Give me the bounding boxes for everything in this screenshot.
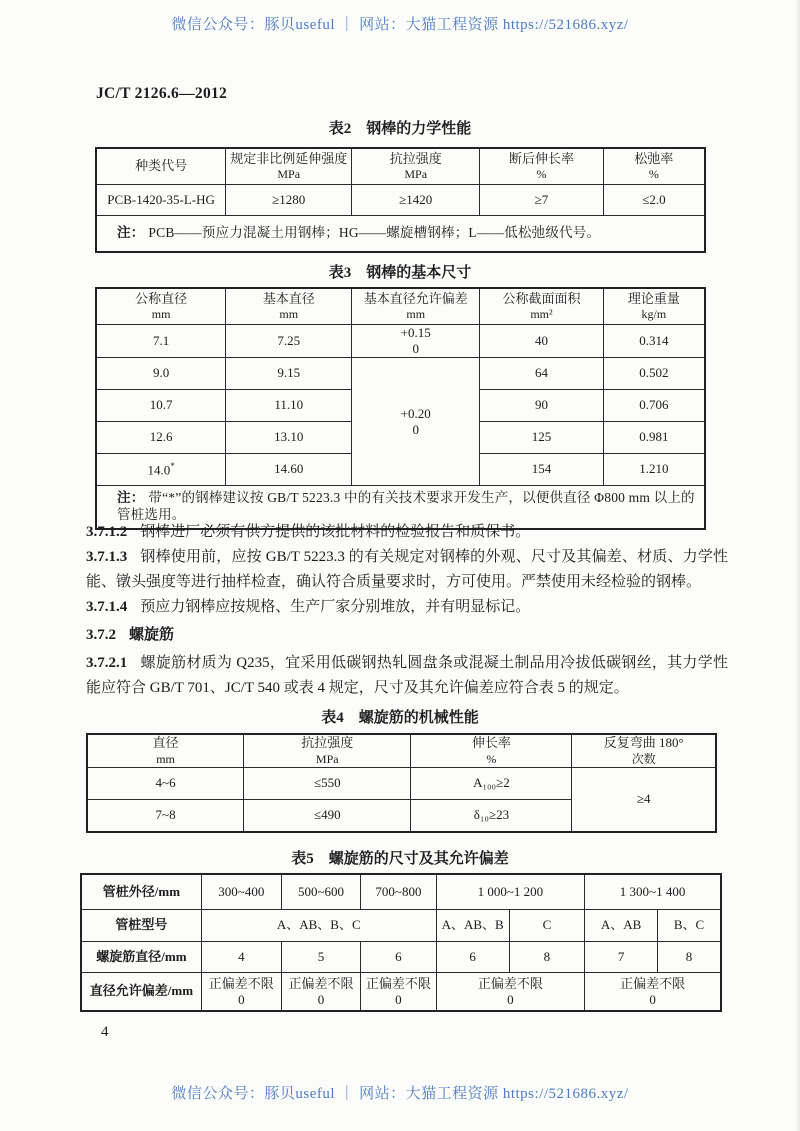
row-label-pile-outer-diameter: 管桩外径/mm	[81, 874, 201, 910]
table-cell: 90	[480, 390, 604, 422]
table-cell: 9.15	[226, 358, 352, 390]
table-cell: 1 000~1 200	[436, 874, 584, 910]
table-cell: 40	[480, 325, 604, 358]
table3-title: 表3 钢棒的基本尺寸	[328, 265, 472, 281]
table-row	[87, 768, 716, 800]
table-cell-tolerance: +0.15 0	[352, 325, 480, 358]
table-cell: 10.7	[96, 390, 226, 422]
column-header-nominal-diameter: 公称直径 mm	[96, 288, 226, 325]
table-cell: 12.6	[96, 422, 226, 454]
table2-mechanical-properties	[95, 147, 706, 253]
column-header-proof-strength: 规定非比例延伸强度 MPa	[226, 148, 352, 185]
table-cell: 125	[480, 422, 604, 454]
table-cell-bend-merged: ≥4	[572, 768, 716, 833]
table-cell: 700~800	[361, 874, 437, 910]
table-cell: 0.314	[603, 325, 705, 358]
table-cell: 7.1	[96, 325, 226, 358]
table-cell: A、AB	[585, 910, 658, 942]
table4-title: 表4 螺旋筋的机械性能	[321, 710, 479, 726]
table-cell: 14.60	[226, 454, 352, 486]
table-cell: 8	[658, 942, 721, 973]
table3-basic-dimensions	[95, 287, 706, 530]
table2-title: 表2 钢棒的力学性能	[328, 121, 472, 137]
table-cell: C	[509, 910, 585, 942]
column-header-basic-diameter: 基本直径 mm	[226, 288, 352, 325]
table-cell: 1 300~1 400	[585, 874, 721, 910]
table-cell: ≥1280	[226, 185, 352, 216]
table-cell: A、AB、B、C	[201, 910, 436, 942]
clause-3.7.2-heading: 3.7.2 螺旋筋	[86, 627, 175, 643]
table-cell: 154	[480, 454, 604, 486]
table-cell: 0.502	[603, 358, 705, 390]
table3-header-row	[96, 288, 705, 325]
clause-3.7.1.4: 3.7.1.4 预应力钢棒应按规格、生产厂家分别堆放，并有明显标记。	[86, 599, 531, 615]
clause-3.7.1.2: 3.7.1.2 钢棒进厂必须有供方提供的该批材料的检验报告和质保书。	[86, 524, 531, 540]
header-watermark: 微信公众号：豚贝useful ｜ 网站：大猫工程资源 https://521686.xyz/	[171, 17, 629, 33]
table-cell: A₁₀₀≥2	[411, 768, 572, 800]
table-cell: 4	[201, 942, 281, 973]
column-header-elongation: 伸长率 %	[411, 734, 572, 768]
table-cell: 5	[281, 942, 360, 973]
column-header-diameter-tolerance: 基本直径允许偏差 mm	[352, 288, 480, 325]
table-cell: 7~8	[87, 800, 244, 833]
table-cell: 0.706	[603, 390, 705, 422]
table-cell: 300~400	[201, 874, 281, 910]
table-cell-tolerance: 正偏差不限 0	[361, 973, 437, 1012]
table5-title: 表5 螺旋筋的尺寸及其允许偏差	[291, 851, 509, 867]
table2-data-row	[96, 185, 705, 216]
table5-spiral-diameter-row	[81, 942, 721, 973]
table-cell: 500~600	[281, 874, 360, 910]
table-row	[96, 325, 705, 358]
table-cell: 7.25	[226, 325, 352, 358]
column-header-theoretical-weight: 理论重量 kg/m	[603, 288, 705, 325]
table-cell: 4~6	[87, 768, 244, 800]
table-cell: 11.10	[226, 390, 352, 422]
table-cell: ≥1420	[352, 185, 480, 216]
row-label-pile-type: 管桩型号	[81, 910, 201, 942]
table4-header-row	[87, 734, 716, 768]
clause-text-block	[86, 520, 728, 701]
table5-pile-type-row	[81, 910, 721, 942]
table-cell-tolerance: 正偏差不限 0	[436, 973, 584, 1012]
table-cell: 1.210	[603, 454, 705, 486]
table-cell: 13.10	[226, 422, 352, 454]
table5-spiral-bar-dimensions	[80, 873, 722, 1012]
table-cell: ≥7	[480, 185, 604, 216]
table-cell: 6	[436, 942, 509, 973]
row-label-diameter-tolerance: 直径允许偏差/mm	[81, 973, 201, 1012]
column-header-repeated-bending: 反复弯曲 180° 次数	[572, 734, 716, 768]
table-cell: 64	[480, 358, 604, 390]
table-cell: ≤490	[244, 800, 411, 833]
table-cell: ≤550	[244, 768, 411, 800]
table2-header-row	[96, 148, 705, 185]
table5-outer-diameter-row	[81, 874, 721, 910]
clause-3.7.1.3: 3.7.1.3 钢棒使用前，应按 GB/T 5223.3 的有关规定对钢棒的外观、尺寸及其偏差、材质、力学性能、镦头强度等进行抽样检查，确认符合质量要求时，方可使用。严禁使用未经检验的钢棒。	[86, 549, 728, 590]
table-cell-starred: 14.0*	[96, 454, 226, 486]
table-row	[96, 358, 705, 390]
row-label-spiral-diameter: 螺旋筋直径/mm	[81, 942, 201, 973]
standard-number: JC/T 2126.6—2012	[96, 85, 228, 102]
table-cell: 0.981	[603, 422, 705, 454]
table-note: 注： PCB——预应力混凝土用钢棒；HG——螺旋槽钢棒；L——低松弛级代号。	[96, 216, 705, 253]
page-number: 4	[101, 1024, 109, 1040]
table-note: 注： 带“*”的钢棒建议按 GB/T 5223.3 中的有关技术要求开发生产，以便供直径 Φ800 mm 以上的管桩选用。	[96, 486, 705, 529]
column-header-section-area: 公称截面面积 mm²	[480, 288, 604, 325]
table-cell: δ₁₀≥23	[411, 800, 572, 833]
column-header-type-code: 种类代号	[96, 148, 226, 185]
footer-watermark: 微信公众号：豚贝useful ｜ 网站：大猫工程资源 https://521686.xyz/	[171, 1086, 629, 1102]
table-cell: B、C	[658, 910, 721, 942]
table-cell: 8	[509, 942, 585, 973]
table-cell: PCB-1420-35-L-HG	[96, 185, 226, 216]
table-cell: ≤2.0	[603, 185, 705, 216]
clause-3.7.2.1: 3.7.2.1 螺旋筋材质为 Q235，宜采用低碳钢热轧圆盘条或混凝土制品用冷拔低碳钢丝，其力学性能应符合 GB/T 701、JC/T 540 或表 4 规定，尺寸及其允许偏差应符合表 5 的规定。	[86, 655, 728, 696]
column-header-tensile-strength: 抗拉强度 MPa	[352, 148, 480, 185]
table5-tolerance-row	[81, 973, 721, 1012]
table-cell: 9.0	[96, 358, 226, 390]
table2-note-row	[96, 216, 705, 253]
table4-spiral-bar-mechanical-properties	[86, 733, 717, 833]
table-cell-tolerance: 正偏差不限 0	[281, 973, 360, 1012]
column-header-elongation: 断后伸长率 %	[480, 148, 604, 185]
column-header-tensile-strength: 抗拉强度 MPa	[244, 734, 411, 768]
column-header-diameter: 直径 mm	[87, 734, 244, 768]
column-header-relaxation: 松弛率 %	[603, 148, 705, 185]
table-cell: 6	[361, 942, 437, 973]
table-cell-tolerance-merged: +0.20 0	[352, 358, 480, 486]
table-cell: 7	[585, 942, 658, 973]
table-cell-tolerance: 正偏差不限 0	[585, 973, 721, 1012]
table-cell-tolerance: 正偏差不限 0	[201, 973, 281, 1012]
table-cell: A、AB、B	[436, 910, 509, 942]
